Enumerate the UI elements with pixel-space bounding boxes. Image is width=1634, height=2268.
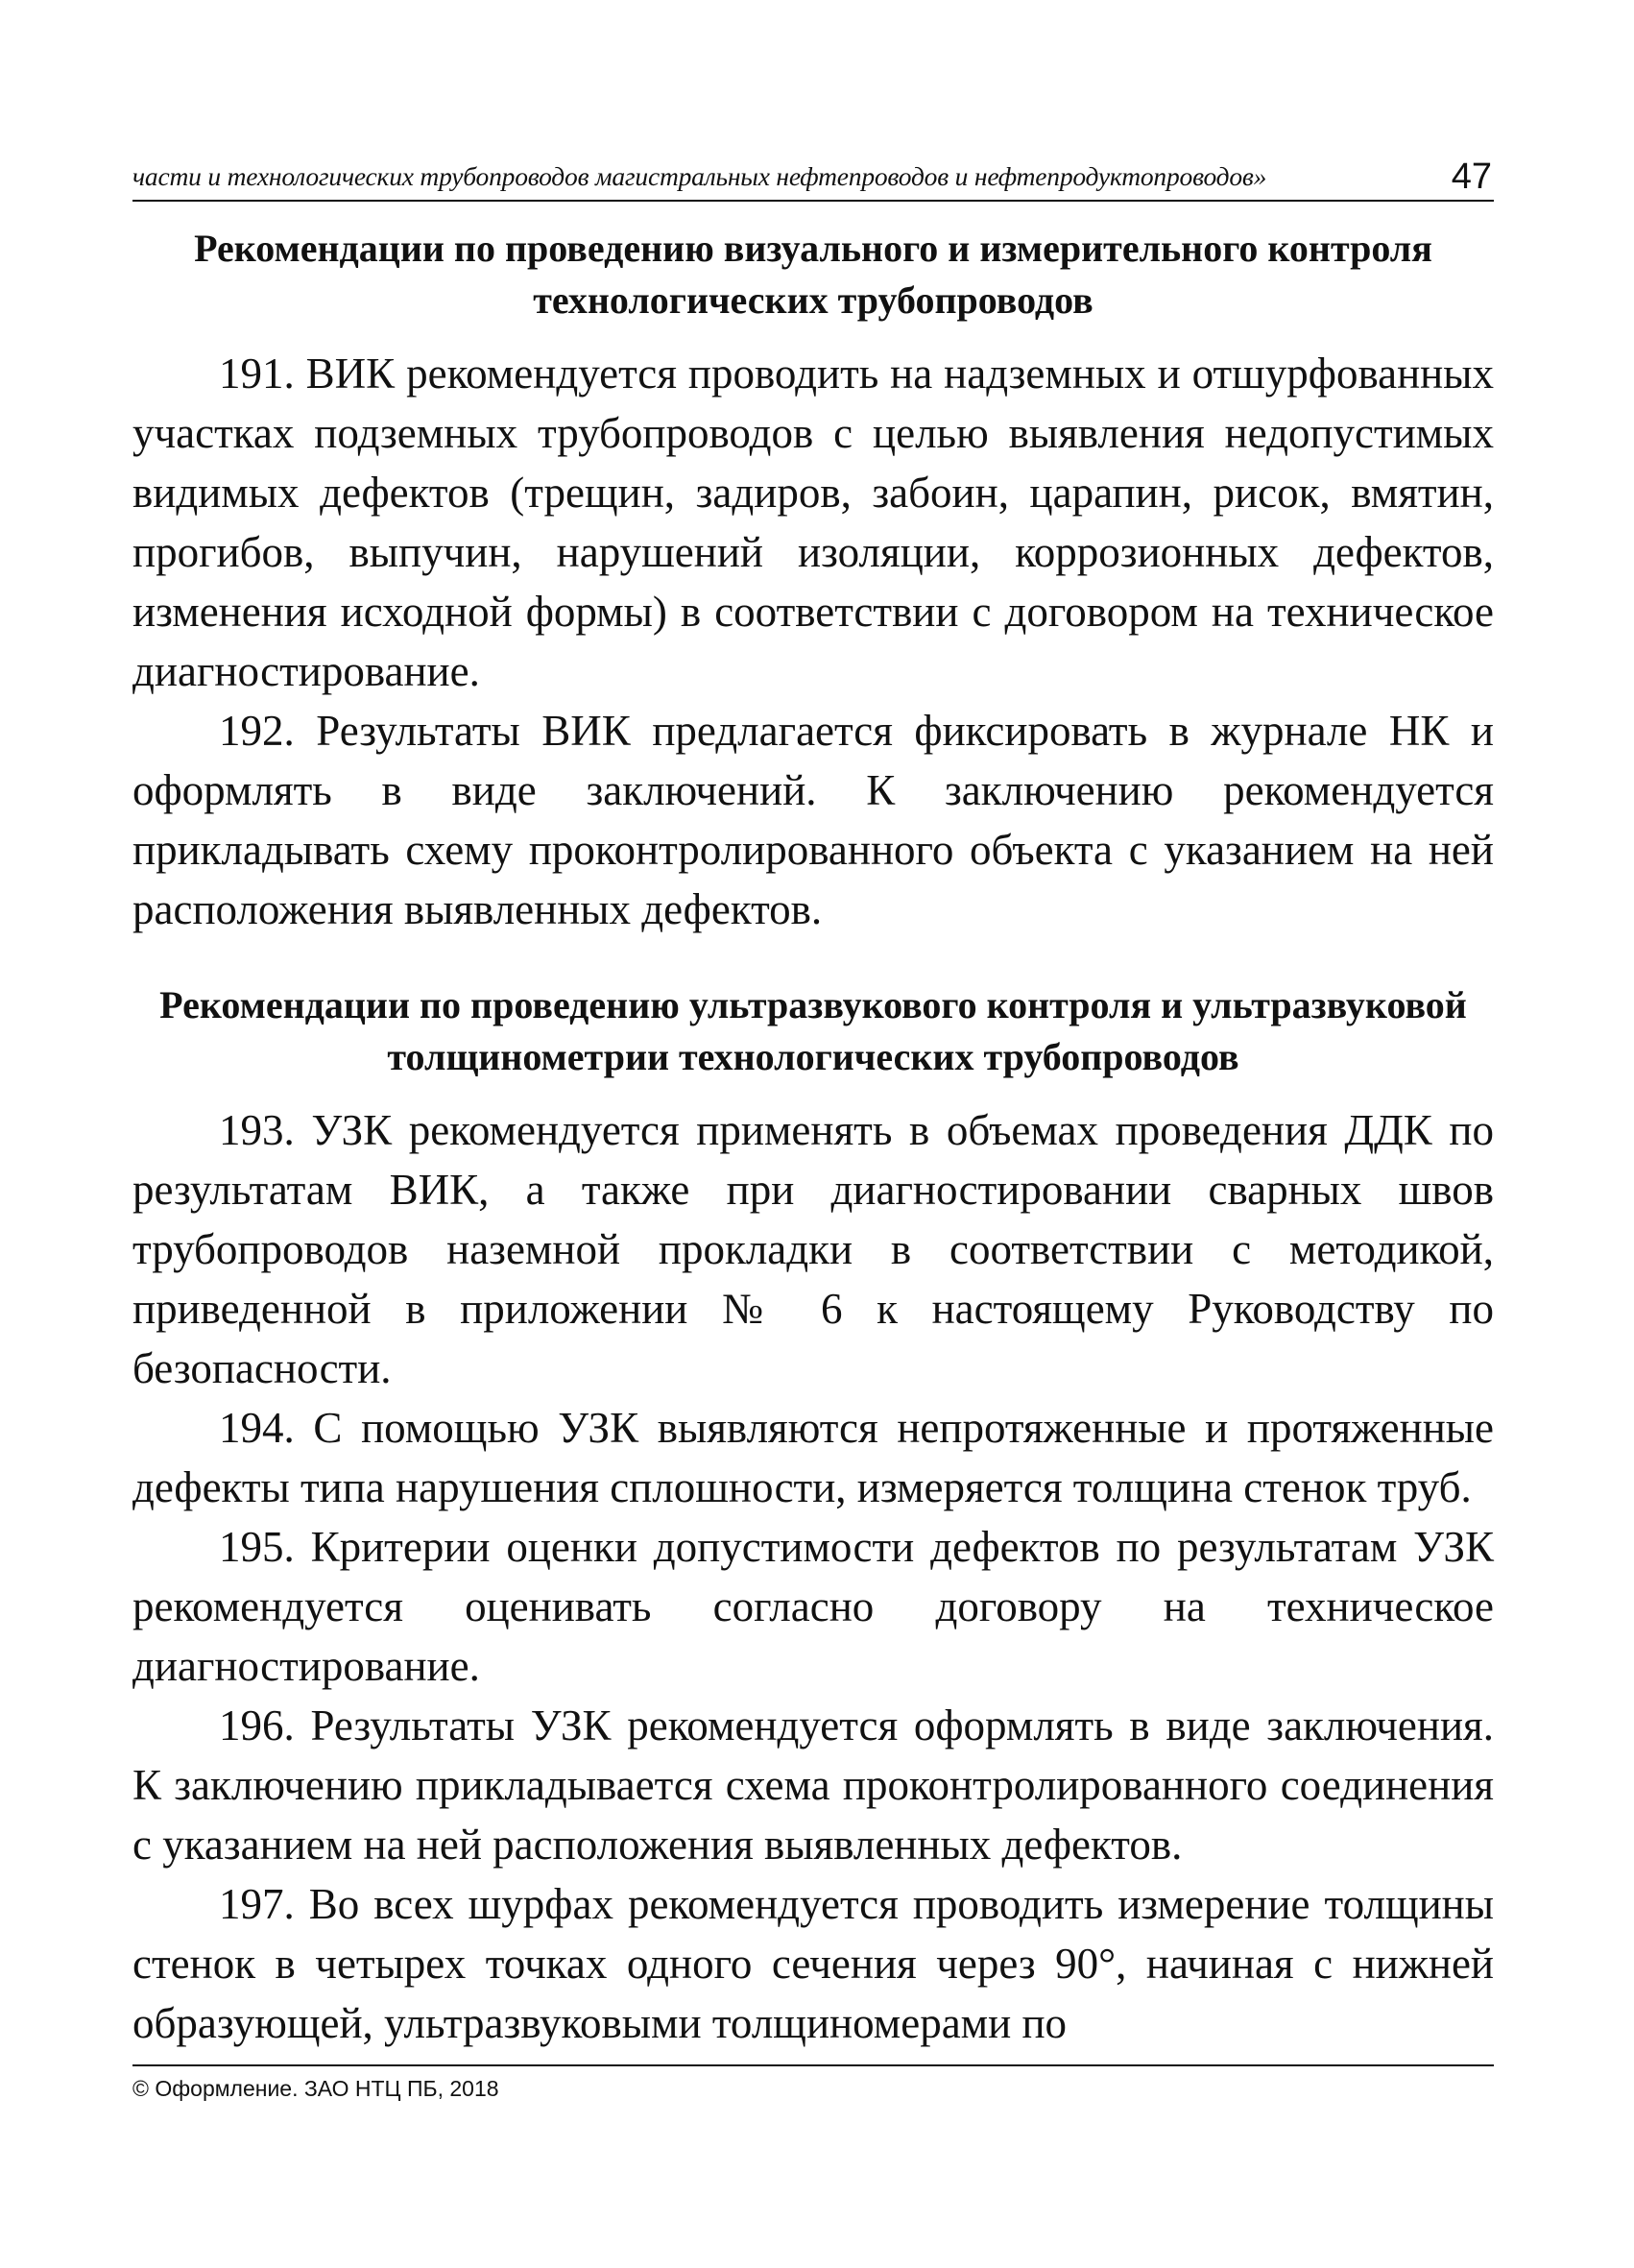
document-page <box>132 144 1494 2053</box>
page-number: 47 <box>1451 157 1492 197</box>
paragraph-193: 193. УЗК рекомендуется применять в объемах проведения ДДК по результатам ВИК, а также при диагностировании сварных швов трубопроводов наземной прокладки в соответствии с методикой, приведенной в приложении № 6 к настоящему Руководству по безопасности. <box>132 1106 1494 1392</box>
running-header <box>132 144 1494 202</box>
paragraph-194: 194. С помощью УЗК выявляются непротяженные и протяженные дефекты типа нарушения сплошности, измеряется толщина стенок труб. <box>132 1404 1494 1511</box>
page-footer <box>132 2064 1494 2102</box>
section-heading-visual-control: Рекомендации по проведению визуального и измерительного контроля технологических трубопроводов <box>194 227 1432 322</box>
footer-copyright: © Оформление. ЗАО НТЦ ПБ, 2018 <box>132 2076 499 2101</box>
paragraph-197: 197. Во всех шурфах рекомендуется проводить измерение толщины стенок в четырех точках одного сечения через 90°, начиная с нижней образующей, ультразвуковыми толщиномерами по <box>132 1880 1494 2047</box>
running-header-title: части и технологических трубопроводов магистральных нефтепроводов и нефтепродуктопроводов» <box>132 161 1267 191</box>
paragraph-192: 192. Результаты ВИК предлагается фиксировать в журнале НК и оформлять в виде заключений. К заключению рекомендуется прикладывать схему проконтролированного объекта с указанием на ней расположения выявленных дефектов. <box>132 707 1494 933</box>
paragraph-195: 195. Критерии оценки допустимости дефектов по результатам УЗК рекомендуется оценивать согласно договору на техническое диагностирование. <box>132 1523 1494 1690</box>
paragraph-191: 191. ВИК рекомендуется проводить на надземных и отшурфованных участках подземных трубопроводов с целью выявления недопустимых видимых дефектов (трещин, задиров, забоин, царапин, рисок, вмятин, прогибов, выпучин, нарушений изоляции, коррозионных дефектов, изменения исходной формы) в соответствии с договором на техническое диагностирование. <box>132 350 1494 695</box>
paragraph-196: 196. Результаты УЗК рекомендуется оформлять в виде заключения. К заключению прикладывается схема проконтролированного соединения с указанием на ней расположения выявленных дефектов. <box>132 1701 1494 1869</box>
section-heading-ultrasonic-control: Рекомендации по проведению ультразвукового контроля и ультразвуковой толщинометрии технологических трубопроводов <box>159 983 1467 1078</box>
